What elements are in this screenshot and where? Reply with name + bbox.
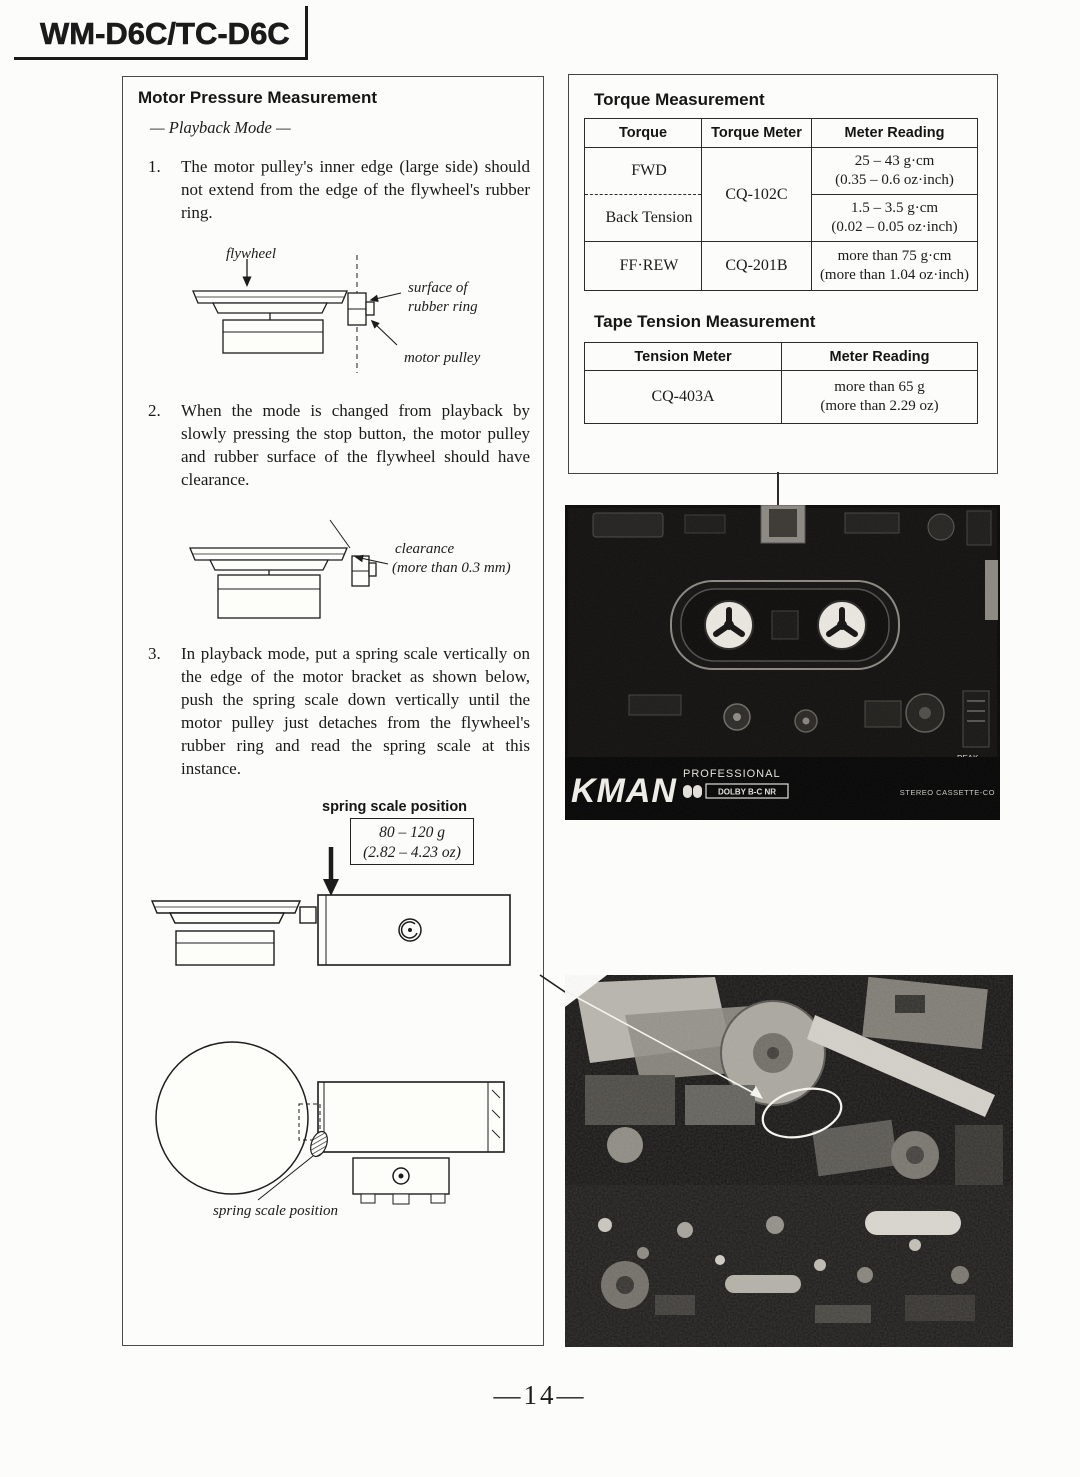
box-to-photo-connector-line — [777, 472, 779, 506]
column-header-meter-reading: Meter Reading — [781, 343, 977, 370]
pulley-pointer-arrow — [372, 321, 397, 345]
spring-scale-side-diagram — [148, 795, 520, 980]
bearing-base — [223, 320, 323, 353]
step-number: 2. — [148, 401, 161, 420]
reading-line: more than 75 g·cm — [837, 248, 952, 265]
reading-line: (0.02 – 0.05 oz·inch) — [831, 219, 958, 235]
spring-scale-top-diagram — [148, 1032, 520, 1210]
step-1 — [148, 156, 530, 225]
column-header-meter-reading: Meter Reading — [811, 119, 977, 147]
label-line: rubber ring — [408, 298, 478, 315]
table-cell-fwd: FWD — [585, 147, 701, 194]
step-number: 3. — [148, 644, 161, 663]
motor-bracket — [318, 1082, 504, 1152]
table-cell-tension-meter: CQ-403A — [585, 370, 781, 423]
reading-line: 1.5 – 3.5 g·cm — [850, 200, 939, 217]
table-cell-ff-rew-meter: CQ-201B — [701, 241, 811, 290]
reading-line: (0.35 – 0.6 oz·inch) — [835, 172, 954, 188]
table-cell-fwd-reading — [811, 147, 977, 194]
column-header-torque-meter: Torque Meter — [701, 119, 811, 147]
table-cell-shared-meter: CQ-102C — [701, 147, 811, 241]
cassette-deck-photo — [565, 505, 1000, 820]
gap-pointer-line — [330, 520, 350, 548]
reading-line: (more than 1.04 oz·inch) — [819, 267, 970, 283]
step-3 — [148, 643, 530, 781]
clearance-label: clearance — [395, 541, 455, 557]
step-text: When the mode is changed from playback by slowly pressing the stop button, the motor pulley and rubber surface of the flywheel should have clearance. — [181, 401, 530, 489]
playback-mode-subtitle: — Playback Mode — — [150, 118, 291, 137]
surface-of-rubber-ring-label — [408, 279, 478, 317]
table-cell-back-tension-reading — [811, 194, 977, 241]
motor-pulley-shape — [300, 907, 316, 923]
flywheel-top-view — [156, 1042, 308, 1194]
brand-text: KMAN — [571, 772, 677, 810]
motor-pressure-heading: Motor Pressure Measurement — [138, 88, 378, 107]
step-text: The motor pulley's inner edge (large side) should not extend from the edge of the flywheel's rubber ring. — [181, 157, 530, 222]
spring-scale-position-caption: spring scale position — [213, 1203, 339, 1219]
label-line: surface of — [408, 280, 468, 296]
table-cell-ff-rew: FF·REW — [585, 241, 701, 290]
table-cell-tension-reading — [781, 370, 977, 423]
clearance-value-label: (more than 0.3 mm) — [392, 560, 511, 576]
weight-grams: 80 – 120 g — [379, 824, 445, 841]
reading-line: 25 – 43 g·cm — [854, 153, 935, 170]
mechanism-photo — [565, 975, 1013, 1347]
weight-ounces: (2.82 – 4.23 oz) — [363, 844, 461, 862]
tape-tension-table — [584, 342, 978, 424]
brand-sub-text: PROFESSIONAL — [683, 768, 781, 780]
tape-tension-heading: Tape Tension Measurement — [594, 312, 816, 331]
bearing-base — [176, 931, 274, 965]
table-cell-ff-rew-reading — [811, 241, 977, 290]
column-header-tension-meter: Tension Meter — [634, 348, 732, 365]
spring-scale-hook-icon — [399, 919, 421, 941]
torque-measurement-heading: Torque Measurement — [594, 90, 765, 109]
step-text: In playback mode, put a spring scale vertically on the edge of the motor bracket as shown below, push the spring scale down vertically until the motor pulley just detaches from the flywheel's rubber ring and read the spring scale at this instance. — [181, 644, 530, 778]
torque-measurement-table — [584, 118, 978, 291]
page-number: —14— — [493, 1380, 587, 1410]
deck-right-caption: STEREO CASSETTE-CO — [899, 788, 995, 797]
page-title: WM-D6C/TC-D6C — [14, 6, 308, 60]
bearing-base — [218, 575, 320, 618]
step-2 — [148, 400, 530, 492]
surface-pointer-arrow — [371, 293, 401, 300]
column-header-torque: Torque — [618, 125, 668, 141]
reading-line: more than 65 g — [834, 379, 925, 396]
flywheel-label: flywheel — [226, 246, 276, 262]
reading-line: (more than 2.29 oz) — [820, 398, 939, 414]
motor-bracket — [318, 895, 510, 965]
spring-scale-position-heading: spring scale position — [322, 799, 468, 815]
dolby-label: DOLBY B-C NR — [717, 787, 777, 797]
table-cell-back-tension: Back Tension — [585, 194, 701, 241]
step-number: 1. — [148, 157, 161, 176]
motor-pulley-label: motor pulley — [404, 350, 481, 366]
